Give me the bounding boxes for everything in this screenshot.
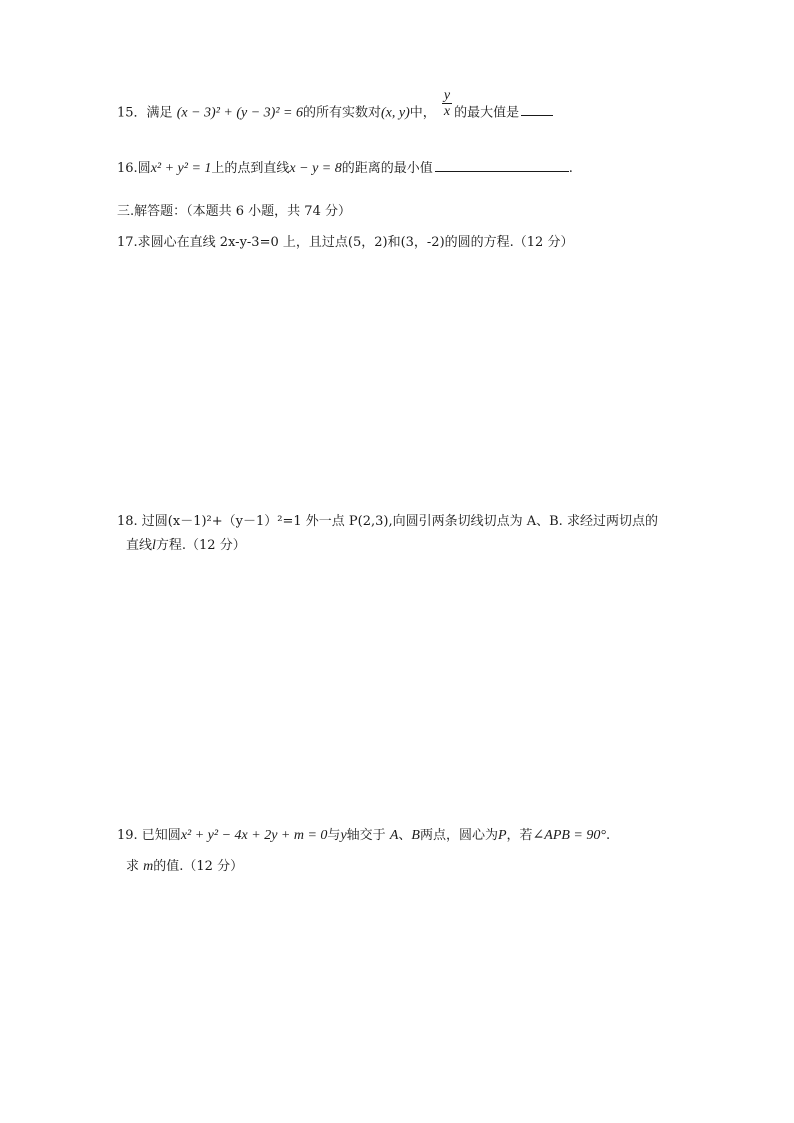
q16-end: . [568,161,573,176]
question-16 [117,162,573,176]
q19-text-a: 19. 已知圆 [117,828,181,843]
q19-text-d: 、 [398,828,412,843]
question-18-line-1: 18. 过圆(x－1)²+（y－1）²=1 外一点 P(2,3),向圆引两条切线切点为 A、B. 求经过两切点的 [117,514,658,529]
q15-text-2: 的所有实数对 [302,105,381,121]
q15-answer-blank[interactable] [521,114,553,116]
q15-equation: (x − 3)² + (y − 3)² = 6 [176,105,303,121]
q19-circle-equation: x² + y² − 4x + 2y + m = 0 [180,828,328,843]
q15-text-3: 中， [409,105,436,121]
q19-text-f: ，若 [506,828,533,843]
q16-text-2: 的距离的最小值 [341,161,433,176]
q19-axis-y: y [340,828,347,843]
q19-text-h: 求 [126,859,140,874]
q15-fraction [442,88,452,120]
q16-number: 16.圆 [117,161,151,176]
q19-angle: ∠APB = 90° [532,828,606,843]
section-title: 三.解答题：（本题共 6 小题，共 74 分） [117,204,351,219]
question-19-line-2 [126,860,243,874]
q15-text-4: 的最大值是 [454,105,520,121]
q16-circle-equation: x² + y² = 1 [150,161,212,176]
q19-point-a: A [389,828,399,843]
q15-number: 15． [117,105,147,121]
q15-fraction-numerator: y [443,88,451,103]
q19-text-e: 两点，圆心为 [419,828,498,843]
q19-point-b: B [411,828,420,843]
q15-fraction-denominator: x [443,104,451,120]
q19-text-c: 轴交于 [346,828,386,843]
q19-text-b: 与 [327,828,341,843]
q16-answer-blank[interactable] [435,170,569,172]
question-18-line-2 [126,539,246,553]
q15-pair: (x, y) [380,105,410,121]
q18-text-b: 方程.（12 分） [155,538,246,553]
q19-var-m: m [143,859,154,874]
q19-text-i: 的值.（12 分） [153,859,244,874]
q16-line-equation: x − y = 8 [289,161,342,176]
q19-text-g: . [605,828,611,843]
q16-text-1: 上的点到直线 [211,161,290,176]
q18-text-a: 直线 [126,538,153,553]
q15-text-1: 满足 [146,105,173,121]
q18-var-l: l [152,538,156,553]
question-19-line-1 [117,829,610,843]
q19-center-p: P [497,828,507,843]
question-15 [117,88,553,121]
question-17: 17.求圆心在直线 2x-y-3=0 上，且过点(5，2)和(3，-2)的圆的方程.（12 分） [117,235,574,250]
